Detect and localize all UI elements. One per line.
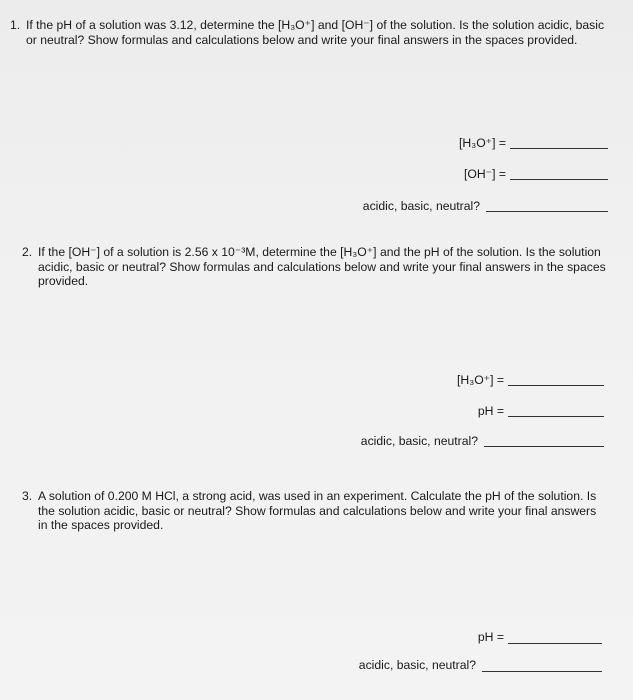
answer-label: acidic, basic, neutral?	[362, 199, 480, 213]
question-text: A solution of 0.200 M HCl, a strong acid, was used in an experiment. Calculate the pH of the solution. Is the solution acidic, basic or neutral? Show formulas and calculations below and write your final answers in the spaces provided.	[38, 489, 597, 532]
question-text: If the [OH⁻] of a solution is 2.56 x 10⁻³M, determine the [H₃O⁺] and the pH of the solution. Is the solution acidic, basic or neutral? Show formulas and calculations below and write your final answers in the spaces provided.	[38, 245, 606, 288]
answer-blank-acidity[interactable]	[486, 211, 608, 212]
answer-label: pH =	[477, 404, 504, 418]
answer-blank-acidity[interactable]	[484, 446, 604, 447]
question-number: 2.	[22, 245, 33, 259]
answer-label: acidic, basic, neutral?	[358, 658, 476, 672]
answer-blank-ph[interactable]	[508, 643, 602, 644]
question-number: 3.	[22, 489, 33, 503]
answer-label: [H₃O⁺] =	[459, 136, 506, 150]
answer-blank-h3o[interactable]	[508, 385, 604, 386]
answer-label: pH =	[477, 630, 504, 644]
answer-label: [H₃O⁺] =	[457, 373, 504, 387]
answer-label: [OH⁻] =	[464, 167, 506, 181]
answer-blank-oh[interactable]	[510, 179, 608, 180]
answer-blank-h3o[interactable]	[510, 148, 608, 149]
question-number: 1.	[10, 18, 21, 32]
answer-blank-acidity[interactable]	[482, 671, 602, 672]
question-text: If the pH of a solution was 3.12, determine the [H₃O⁺] and [OH⁻] of the solution. Is the solution acidic, basic or neutral? Show formulas and calculations below and write your final answers in the spaces provided.	[26, 18, 605, 47]
answer-blank-ph[interactable]	[508, 416, 604, 417]
answer-label: acidic, basic, neutral?	[360, 434, 478, 448]
